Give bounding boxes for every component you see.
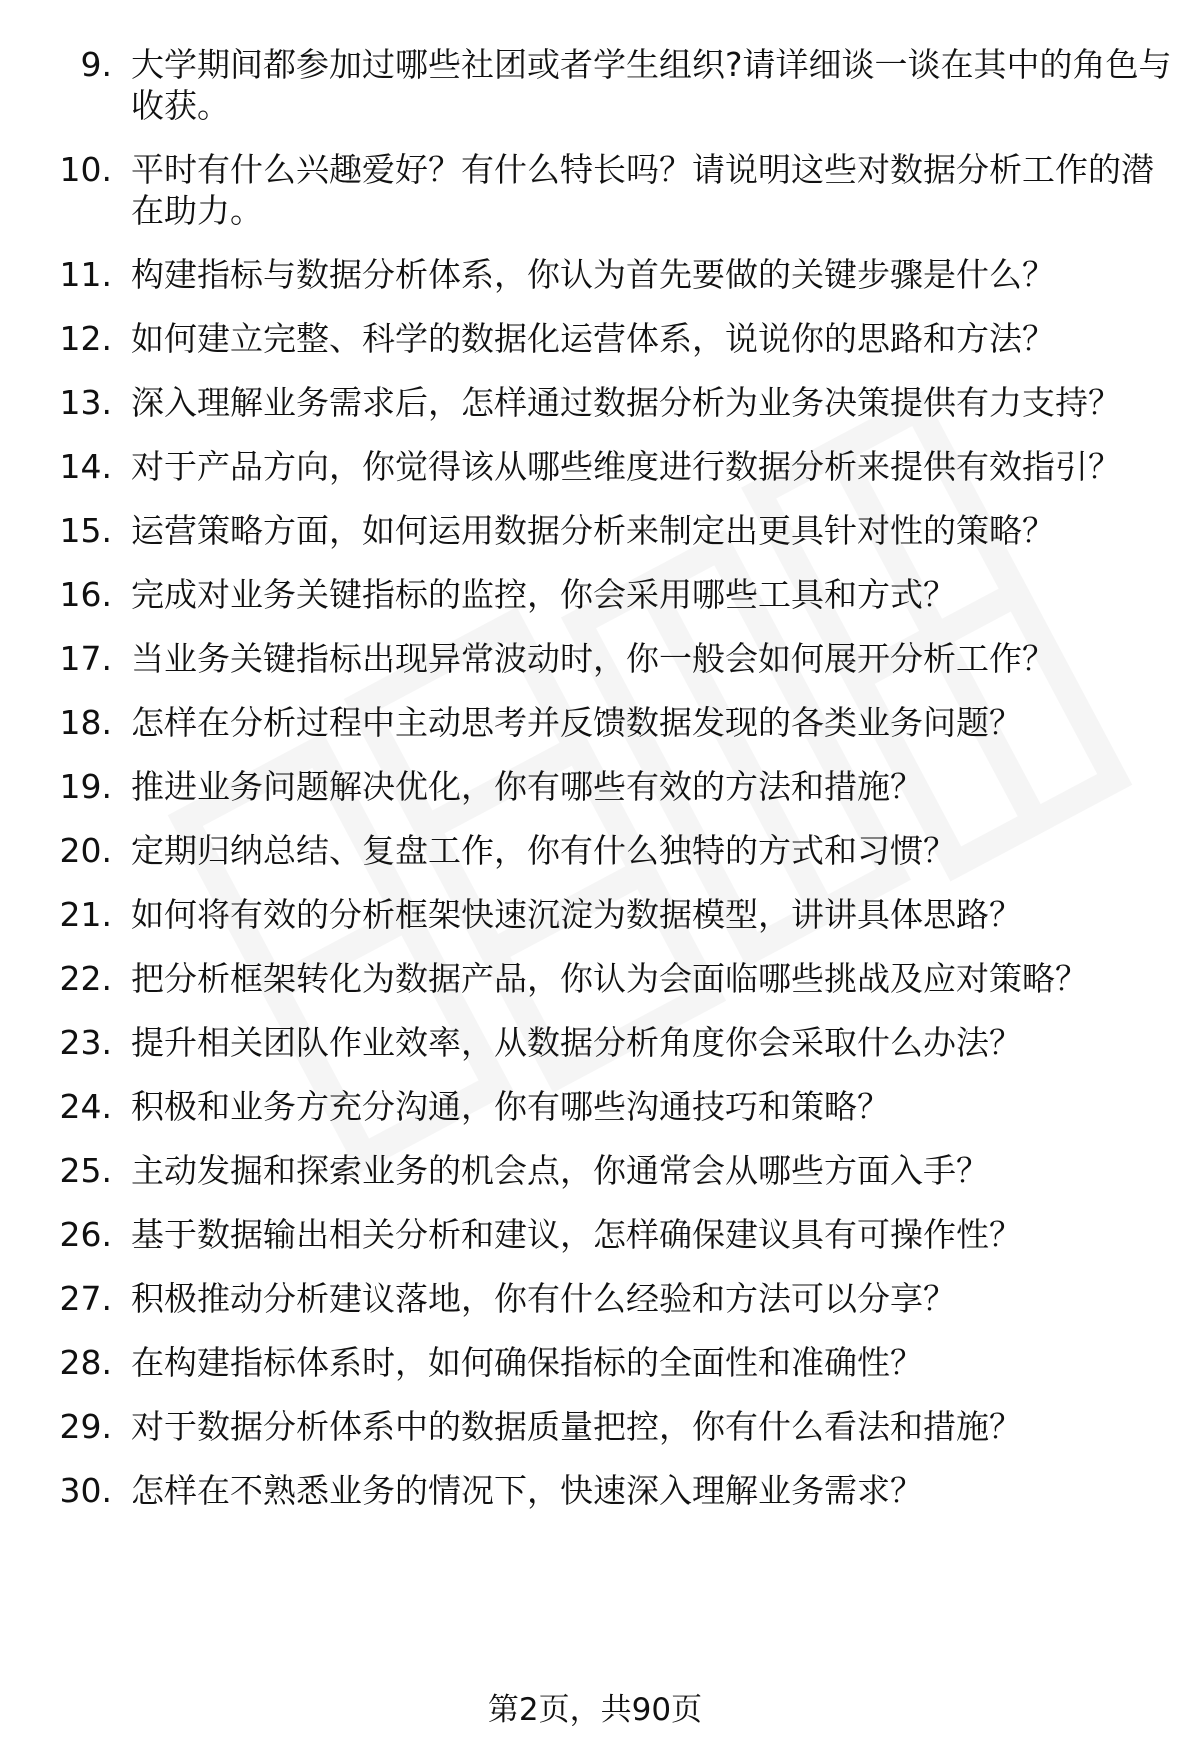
question-item bbox=[0, 1214, 1190, 1255]
question-item bbox=[0, 44, 1190, 126]
question-text: 怎样在分析过程中主动思考并反馈数据发现的各类业务问题？ bbox=[131, 703, 1022, 742]
question-text: 运营策略方面，如何运用数据分析来制定出更具针对性的策略？ bbox=[131, 511, 1055, 550]
question-item bbox=[0, 510, 1190, 551]
question-text: 积极推动分析建议落地，你有什么经验和方法可以分享？ bbox=[131, 1279, 956, 1318]
question-text: 基于数据输出相关分析和建议，怎样确保建议具有可操作性？ bbox=[131, 1215, 1022, 1254]
question-number: 23. bbox=[59, 1023, 112, 1062]
question-item bbox=[0, 149, 1190, 231]
question-text: 怎样在不熟悉业务的情况下，快速深入理解业务需求？ bbox=[131, 1471, 923, 1510]
question-list bbox=[0, 44, 1190, 1534]
question-number: 26. bbox=[59, 1215, 112, 1254]
question-number: 9. bbox=[80, 45, 112, 84]
question-text: 在构建指标体系时，如何确保指标的全面性和准确性？ bbox=[131, 1343, 923, 1382]
question-number: 11. bbox=[59, 255, 112, 294]
question-item bbox=[0, 894, 1190, 935]
question-text: 完成对业务关键指标的监控，你会采用哪些工具和方式？ bbox=[131, 575, 956, 614]
question-text: 大学期间都参加过哪些社团或者学生组织?请详细谈一谈在其中的角色与收获。 bbox=[131, 45, 1172, 125]
question-text: 推进业务问题解决优化，你有哪些有效的方法和措施？ bbox=[131, 767, 923, 806]
question-text: 积极和业务方充分沟通，你有哪些沟通技巧和策略？ bbox=[131, 1087, 890, 1126]
question-number: 10. bbox=[59, 150, 112, 189]
question-number: 21. bbox=[59, 895, 112, 934]
question-item bbox=[0, 830, 1190, 871]
question-text: 构建指标与数据分析体系，你认为首先要做的关键步骤是什么？ bbox=[131, 255, 1055, 294]
question-item bbox=[0, 1022, 1190, 1063]
question-text: 平时有什么兴趣爱好？有什么特长吗？请说明这些对数据分析工作的潜在助力。 bbox=[131, 150, 1154, 230]
page-number-label: 第2页，共90页 bbox=[487, 1692, 703, 1728]
question-item bbox=[0, 1278, 1190, 1319]
question-number: 18. bbox=[59, 703, 112, 742]
question-item bbox=[0, 318, 1190, 359]
question-item bbox=[0, 382, 1190, 423]
question-text: 定期归纳总结、复盘工作，你有什么独特的方式和习惯？ bbox=[131, 831, 956, 870]
question-item bbox=[0, 702, 1190, 743]
question-text: 对于产品方向，你觉得该从哪些维度进行数据分析来提供有效指引？ bbox=[131, 447, 1121, 486]
question-text: 如何将有效的分析框架快速沉淀为数据模型，讲讲具体思路？ bbox=[131, 895, 1022, 934]
question-text: 如何建立完整、科学的数据化运营体系，说说你的思路和方法？ bbox=[131, 319, 1055, 358]
question-item bbox=[0, 446, 1190, 487]
question-number: 28. bbox=[59, 1343, 112, 1382]
question-text: 提升相关团队作业效率，从数据分析角度你会采取什么办法？ bbox=[131, 1023, 1022, 1062]
question-number: 22. bbox=[59, 959, 112, 998]
question-number: 30. bbox=[59, 1471, 112, 1510]
question-text: 当业务关键指标出现异常波动时，你一般会如何展开分析工作？ bbox=[131, 639, 1055, 678]
question-number: 16. bbox=[59, 575, 112, 614]
question-item bbox=[0, 1342, 1190, 1383]
page-footer bbox=[0, 1690, 1190, 1730]
question-item bbox=[0, 638, 1190, 679]
question-number: 19. bbox=[59, 767, 112, 806]
question-item bbox=[0, 1470, 1190, 1511]
question-text: 对于数据分析体系中的数据质量把控，你有什么看法和措施？ bbox=[131, 1407, 1022, 1446]
question-number: 14. bbox=[59, 447, 112, 486]
question-item bbox=[0, 766, 1190, 807]
question-number: 25. bbox=[59, 1151, 112, 1190]
question-number: 12. bbox=[59, 319, 112, 358]
question-item bbox=[0, 254, 1190, 295]
question-text: 深入理解业务需求后，怎样通过数据分析为业务决策提供有力支持？ bbox=[131, 383, 1121, 422]
question-number: 27. bbox=[59, 1279, 112, 1318]
question-item bbox=[0, 1150, 1190, 1191]
question-item bbox=[0, 1086, 1190, 1127]
question-number: 29. bbox=[59, 1407, 112, 1446]
question-number: 13. bbox=[59, 383, 112, 422]
question-text: 把分析框架转化为数据产品，你认为会面临哪些挑战及应对策略？ bbox=[131, 959, 1088, 998]
question-number: 24. bbox=[59, 1087, 112, 1126]
question-number: 17. bbox=[59, 639, 112, 678]
question-number: 20. bbox=[59, 831, 112, 870]
question-text: 主动发掘和探索业务的机会点，你通常会从哪些方面入手？ bbox=[131, 1151, 989, 1190]
question-item bbox=[0, 574, 1190, 615]
question-number: 15. bbox=[59, 511, 112, 550]
question-item bbox=[0, 1406, 1190, 1447]
question-item bbox=[0, 958, 1190, 999]
